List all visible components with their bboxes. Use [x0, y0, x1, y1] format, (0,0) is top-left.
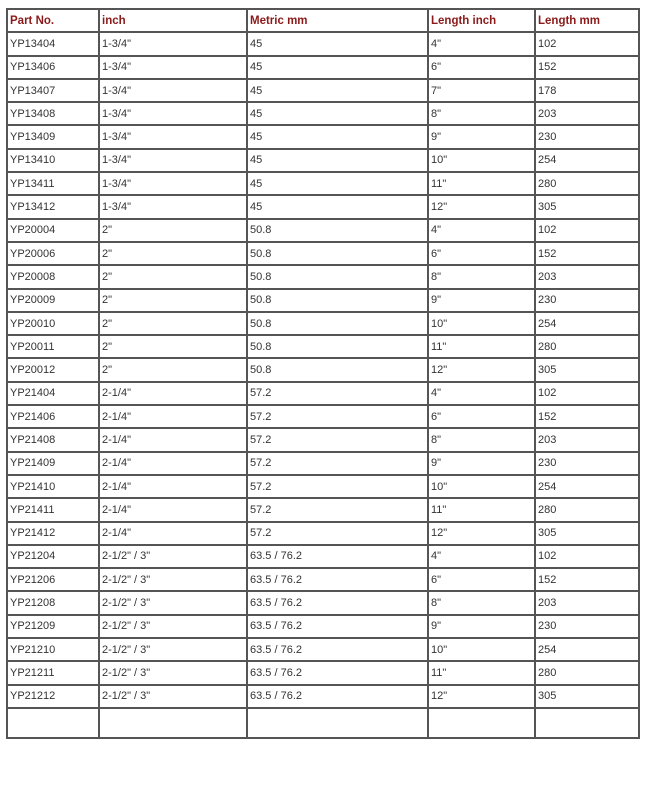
length-inch-cell: 12": [428, 195, 535, 218]
inch-cell: 1-3/4": [99, 149, 247, 172]
length-mm-cell: 254: [535, 312, 639, 335]
length-mm-cell: 152: [535, 568, 639, 591]
length-inch-cell: 4": [428, 545, 535, 568]
metric-mm-cell: 45: [247, 56, 428, 79]
inch-cell: 2-1/4": [99, 405, 247, 428]
metric-mm-cell: 57.2: [247, 522, 428, 545]
length-inch-cell: 9": [428, 289, 535, 312]
inch-cell: 2": [99, 242, 247, 265]
empty-cell: [99, 708, 247, 738]
part-no-cell: YP20008: [7, 265, 99, 288]
part-no-cell: YP13410: [7, 149, 99, 172]
metric-mm-cell: 45: [247, 195, 428, 218]
inch-cell: 1-3/4": [99, 125, 247, 148]
empty-cell: [247, 708, 428, 738]
inch-cell: 1-3/4": [99, 172, 247, 195]
table-row: [7, 545, 639, 568]
table-row: [7, 335, 639, 358]
length-mm-cell: 305: [535, 685, 639, 708]
part-no-cell: YP21412: [7, 522, 99, 545]
length-inch-cell: 12": [428, 522, 535, 545]
part-no-cell: YP13406: [7, 56, 99, 79]
part-no-cell: YP21212: [7, 685, 99, 708]
inch-cell: 2-1/4": [99, 382, 247, 405]
metric-mm-cell: 57.2: [247, 382, 428, 405]
length-mm-cell: 203: [535, 265, 639, 288]
table-row: [7, 312, 639, 335]
header-inch: inch: [99, 9, 247, 32]
inch-cell: 1-3/4": [99, 56, 247, 79]
inch-cell: 2": [99, 265, 247, 288]
part-no-cell: YP21204: [7, 545, 99, 568]
metric-mm-cell: 63.5 / 76.2: [247, 568, 428, 591]
part-no-cell: YP13407: [7, 79, 99, 102]
part-no-cell: YP21208: [7, 591, 99, 614]
length-mm-cell: 102: [535, 382, 639, 405]
length-inch-cell: 6": [428, 405, 535, 428]
metric-mm-cell: 45: [247, 32, 428, 55]
inch-cell: 2": [99, 358, 247, 381]
length-inch-cell: 9": [428, 615, 535, 638]
length-inch-cell: 12": [428, 685, 535, 708]
length-mm-cell: 305: [535, 195, 639, 218]
inch-cell: 2-1/2" / 3": [99, 638, 247, 661]
part-no-cell: YP21410: [7, 475, 99, 498]
table-row: [7, 638, 639, 661]
header-length-mm: Length mm: [535, 9, 639, 32]
inch-cell: 1-3/4": [99, 195, 247, 218]
length-mm-cell: 152: [535, 56, 639, 79]
metric-mm-cell: 63.5 / 76.2: [247, 661, 428, 684]
length-mm-cell: 305: [535, 522, 639, 545]
length-inch-cell: 4": [428, 32, 535, 55]
length-mm-cell: 280: [535, 498, 639, 521]
length-inch-cell: 4": [428, 219, 535, 242]
length-inch-cell: 8": [428, 428, 535, 451]
part-no-cell: YP21406: [7, 405, 99, 428]
length-inch-cell: 10": [428, 638, 535, 661]
metric-mm-cell: 63.5 / 76.2: [247, 591, 428, 614]
metric-mm-cell: 50.8: [247, 219, 428, 242]
part-no-cell: YP20004: [7, 219, 99, 242]
header-metric-mm: Metric mm: [247, 9, 428, 32]
part-no-cell: YP20011: [7, 335, 99, 358]
blank-row: [7, 708, 639, 738]
metric-mm-cell: 50.8: [247, 242, 428, 265]
table-row: [7, 172, 639, 195]
table-row: [7, 265, 639, 288]
table-body: [7, 32, 639, 738]
table-row: [7, 475, 639, 498]
inch-cell: 2-1/2" / 3": [99, 568, 247, 591]
length-mm-cell: 254: [535, 149, 639, 172]
part-no-cell: YP21411: [7, 498, 99, 521]
part-no-cell: YP20009: [7, 289, 99, 312]
metric-mm-cell: 57.2: [247, 452, 428, 475]
header-length-inch: Length inch: [428, 9, 535, 32]
table-row: [7, 498, 639, 521]
metric-mm-cell: 57.2: [247, 475, 428, 498]
table-row: [7, 685, 639, 708]
length-mm-cell: 280: [535, 172, 639, 195]
length-inch-cell: 12": [428, 358, 535, 381]
length-mm-cell: 254: [535, 475, 639, 498]
length-inch-cell: 10": [428, 312, 535, 335]
table-row: [7, 79, 639, 102]
inch-cell: 2-1/2" / 3": [99, 661, 247, 684]
length-inch-cell: 11": [428, 335, 535, 358]
length-inch-cell: 11": [428, 172, 535, 195]
table-header-row: [7, 9, 639, 32]
length-mm-cell: 230: [535, 452, 639, 475]
inch-cell: 2-1/4": [99, 498, 247, 521]
part-no-cell: YP21206: [7, 568, 99, 591]
metric-mm-cell: 57.2: [247, 498, 428, 521]
inch-cell: 1-3/4": [99, 102, 247, 125]
part-no-cell: YP13412: [7, 195, 99, 218]
part-no-cell: YP13408: [7, 102, 99, 125]
part-no-cell: YP20006: [7, 242, 99, 265]
length-inch-cell: 10": [428, 475, 535, 498]
length-mm-cell: 102: [535, 32, 639, 55]
table-row: [7, 452, 639, 475]
length-inch-cell: 6": [428, 242, 535, 265]
part-no-cell: YP21404: [7, 382, 99, 405]
metric-mm-cell: 50.8: [247, 312, 428, 335]
length-mm-cell: 254: [535, 638, 639, 661]
metric-mm-cell: 50.8: [247, 289, 428, 312]
length-mm-cell: 102: [535, 545, 639, 568]
inch-cell: 1-3/4": [99, 79, 247, 102]
table-row: [7, 56, 639, 79]
length-inch-cell: 8": [428, 265, 535, 288]
table-row: [7, 289, 639, 312]
table-row: [7, 32, 639, 55]
table-row: [7, 382, 639, 405]
table-row: [7, 591, 639, 614]
inch-cell: 2": [99, 219, 247, 242]
part-no-cell: YP21210: [7, 638, 99, 661]
length-mm-cell: 280: [535, 661, 639, 684]
inch-cell: 2-1/2" / 3": [99, 615, 247, 638]
length-inch-cell: 11": [428, 661, 535, 684]
table-row: [7, 522, 639, 545]
metric-mm-cell: 63.5 / 76.2: [247, 545, 428, 568]
length-mm-cell: 102: [535, 219, 639, 242]
metric-mm-cell: 50.8: [247, 358, 428, 381]
length-inch-cell: 6": [428, 568, 535, 591]
table-row: [7, 242, 639, 265]
parts-table-container: [6, 8, 640, 739]
table-row: [7, 661, 639, 684]
table-row: [7, 615, 639, 638]
metric-mm-cell: 63.5 / 76.2: [247, 685, 428, 708]
length-inch-cell: 11": [428, 498, 535, 521]
length-inch-cell: 9": [428, 452, 535, 475]
length-mm-cell: 152: [535, 405, 639, 428]
part-no-cell: YP20012: [7, 358, 99, 381]
length-mm-cell: 152: [535, 242, 639, 265]
empty-cell: [535, 708, 639, 738]
inch-cell: 2-1/2" / 3": [99, 685, 247, 708]
length-inch-cell: 6": [428, 56, 535, 79]
length-inch-cell: 9": [428, 125, 535, 148]
table-row: [7, 195, 639, 218]
table-row: [7, 219, 639, 242]
length-inch-cell: 8": [428, 591, 535, 614]
inch-cell: 2-1/4": [99, 428, 247, 451]
length-mm-cell: 230: [535, 289, 639, 312]
length-mm-cell: 203: [535, 428, 639, 451]
inch-cell: 2-1/4": [99, 452, 247, 475]
table-row: [7, 149, 639, 172]
part-no-cell: YP13404: [7, 32, 99, 55]
length-mm-cell: 280: [535, 335, 639, 358]
table-row: [7, 125, 639, 148]
metric-mm-cell: 50.8: [247, 265, 428, 288]
part-no-cell: YP13411: [7, 172, 99, 195]
length-mm-cell: 230: [535, 125, 639, 148]
inch-cell: 2": [99, 289, 247, 312]
inch-cell: 1-3/4": [99, 32, 247, 55]
header-part-no: Part No.: [7, 9, 99, 32]
metric-mm-cell: 63.5 / 76.2: [247, 638, 428, 661]
metric-mm-cell: 63.5 / 76.2: [247, 615, 428, 638]
metric-mm-cell: 50.8: [247, 335, 428, 358]
table-row: [7, 568, 639, 591]
metric-mm-cell: 45: [247, 125, 428, 148]
table-row: [7, 428, 639, 451]
inch-cell: 2-1/2" / 3": [99, 545, 247, 568]
length-mm-cell: 178: [535, 79, 639, 102]
metric-mm-cell: 57.2: [247, 405, 428, 428]
part-no-cell: YP13409: [7, 125, 99, 148]
length-inch-cell: 8": [428, 102, 535, 125]
length-inch-cell: 4": [428, 382, 535, 405]
parts-table: [6, 8, 640, 739]
metric-mm-cell: 45: [247, 102, 428, 125]
metric-mm-cell: 57.2: [247, 428, 428, 451]
table-row: [7, 405, 639, 428]
part-no-cell: YP21409: [7, 452, 99, 475]
length-inch-cell: 10": [428, 149, 535, 172]
length-mm-cell: 203: [535, 102, 639, 125]
inch-cell: 2-1/4": [99, 522, 247, 545]
empty-cell: [428, 708, 535, 738]
empty-cell: [7, 708, 99, 738]
inch-cell: 2": [99, 312, 247, 335]
inch-cell: 2": [99, 335, 247, 358]
length-mm-cell: 203: [535, 591, 639, 614]
length-mm-cell: 305: [535, 358, 639, 381]
metric-mm-cell: 45: [247, 79, 428, 102]
part-no-cell: YP21408: [7, 428, 99, 451]
part-no-cell: YP21211: [7, 661, 99, 684]
part-no-cell: YP20010: [7, 312, 99, 335]
part-no-cell: YP21209: [7, 615, 99, 638]
metric-mm-cell: 45: [247, 172, 428, 195]
inch-cell: 2-1/4": [99, 475, 247, 498]
metric-mm-cell: 45: [247, 149, 428, 172]
table-row: [7, 102, 639, 125]
length-mm-cell: 230: [535, 615, 639, 638]
inch-cell: 2-1/2" / 3": [99, 591, 247, 614]
table-row: [7, 358, 639, 381]
length-inch-cell: 7": [428, 79, 535, 102]
